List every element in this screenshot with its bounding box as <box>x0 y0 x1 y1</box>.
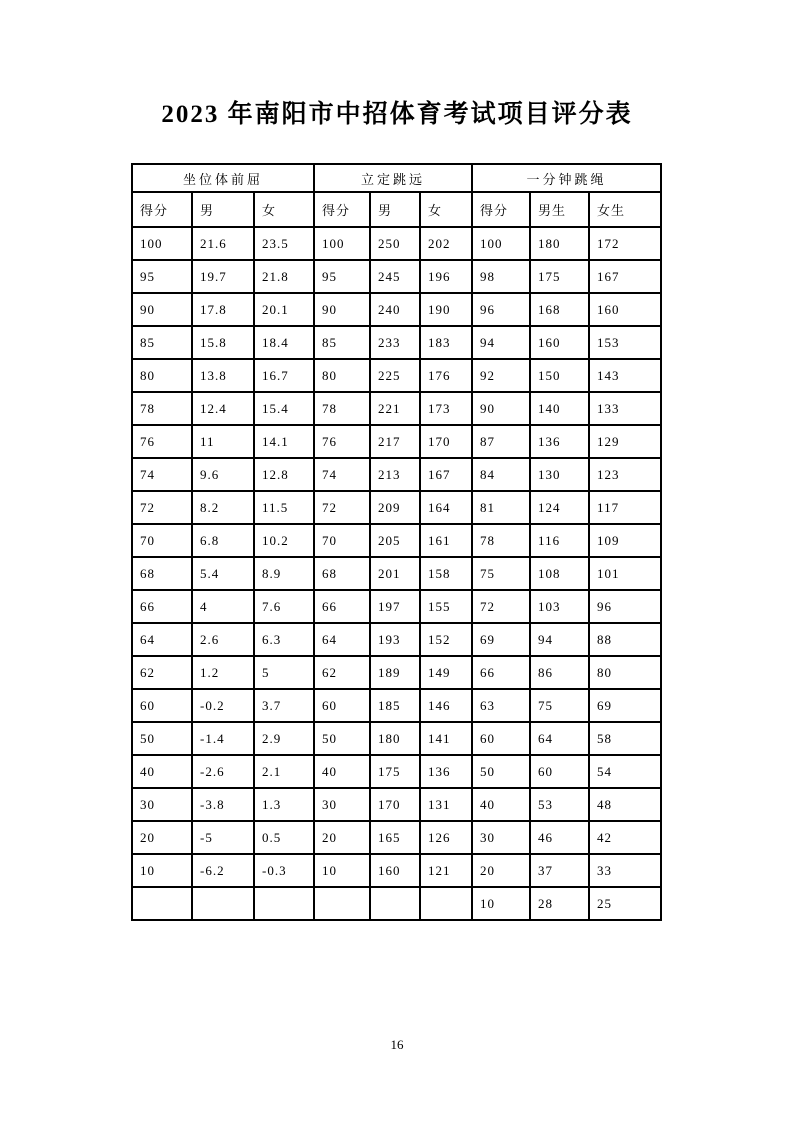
table-cell: 95 <box>314 260 370 293</box>
table-cell: 20 <box>314 821 370 854</box>
column-header: 男 <box>370 192 420 227</box>
table-row <box>132 887 661 920</box>
table-cell: 78 <box>314 392 370 425</box>
table-cell: 80 <box>314 359 370 392</box>
table-cell: 100 <box>132 227 192 260</box>
table-body <box>132 227 661 920</box>
table-row <box>132 821 661 854</box>
table-cell: 20.1 <box>254 293 314 326</box>
table-cell: 213 <box>370 458 420 491</box>
table-cell: 6.8 <box>192 524 254 557</box>
section-header-sit-and-reach: 坐位体前屈 <box>132 164 314 192</box>
table-cell: 168 <box>530 293 589 326</box>
table-cell: 50 <box>314 722 370 755</box>
table-cell: 60 <box>472 722 530 755</box>
table-cell <box>420 887 472 920</box>
table-cell: 10 <box>132 854 192 887</box>
column-header: 得分 <box>314 192 370 227</box>
table-cell: 117 <box>589 491 661 524</box>
table-cell: 14.1 <box>254 425 314 458</box>
table-cell: 78 <box>132 392 192 425</box>
page-number: 16 <box>390 1037 404 1052</box>
section-header-row <box>132 164 661 192</box>
table-cell: 205 <box>370 524 420 557</box>
table-cell: 5.4 <box>192 557 254 590</box>
table-cell: 86 <box>530 656 589 689</box>
table-cell: 30 <box>314 788 370 821</box>
table-cell: 175 <box>370 755 420 788</box>
table-cell: 180 <box>530 227 589 260</box>
table-row <box>132 524 661 557</box>
table-cell: 76 <box>132 425 192 458</box>
table-cell: 196 <box>420 260 472 293</box>
table-cell: 85 <box>132 326 192 359</box>
column-header: 男生 <box>530 192 589 227</box>
table-cell: 10.2 <box>254 524 314 557</box>
table-cell: 42 <box>589 821 661 854</box>
table-row <box>132 260 661 293</box>
table-cell: 240 <box>370 293 420 326</box>
table-row <box>132 293 661 326</box>
table-cell: 23.5 <box>254 227 314 260</box>
column-header: 女生 <box>589 192 661 227</box>
table-cell: 109 <box>589 524 661 557</box>
table-cell: 101 <box>589 557 661 590</box>
table-cell: 81 <box>472 491 530 524</box>
table-cell: 30 <box>472 821 530 854</box>
table-cell: 103 <box>530 590 589 623</box>
column-header-row <box>132 192 661 227</box>
table-cell: 72 <box>472 590 530 623</box>
table-cell: 131 <box>420 788 472 821</box>
table-row <box>132 722 661 755</box>
table-cell: 94 <box>472 326 530 359</box>
table-cell: 1.2 <box>192 656 254 689</box>
table-cell: 96 <box>589 590 661 623</box>
table-cell: 7.6 <box>254 590 314 623</box>
table-cell: 13.8 <box>192 359 254 392</box>
table-cell: 63 <box>472 689 530 722</box>
table-cell: 68 <box>132 557 192 590</box>
table-row <box>132 656 661 689</box>
table-cell: 221 <box>370 392 420 425</box>
table-cell: 100 <box>472 227 530 260</box>
table-cell: 175 <box>530 260 589 293</box>
table-cell: 170 <box>370 788 420 821</box>
table-cell: 90 <box>314 293 370 326</box>
table-cell: 201 <box>370 557 420 590</box>
table-cell: 173 <box>420 392 472 425</box>
table-cell: 124 <box>530 491 589 524</box>
table-cell: -0.3 <box>254 854 314 887</box>
table-cell: 167 <box>420 458 472 491</box>
table-cell: 72 <box>314 491 370 524</box>
table-cell: 126 <box>420 821 472 854</box>
table-cell: 129 <box>589 425 661 458</box>
table-cell: 176 <box>420 359 472 392</box>
table-cell: 2.9 <box>254 722 314 755</box>
table-cell: 185 <box>370 689 420 722</box>
table-cell: 100 <box>314 227 370 260</box>
table-cell: 158 <box>420 557 472 590</box>
table-cell: 136 <box>530 425 589 458</box>
table-cell: 64 <box>530 722 589 755</box>
table-cell: 152 <box>420 623 472 656</box>
table-cell: 8.2 <box>192 491 254 524</box>
table-cell: 80 <box>589 656 661 689</box>
table-cell: 66 <box>314 590 370 623</box>
table-cell: 15.8 <box>192 326 254 359</box>
table-cell: 50 <box>132 722 192 755</box>
table-cell: 74 <box>132 458 192 491</box>
table-cell: 20 <box>472 854 530 887</box>
table-cell: 21.6 <box>192 227 254 260</box>
table-cell: -5 <box>192 821 254 854</box>
table-cell: 50 <box>472 755 530 788</box>
table-cell: 54 <box>589 755 661 788</box>
table-cell: 133 <box>589 392 661 425</box>
table-cell: 18.4 <box>254 326 314 359</box>
table-cell: 30 <box>132 788 192 821</box>
table-cell: 25 <box>589 887 661 920</box>
table-cell: 167 <box>589 260 661 293</box>
table-cell: 85 <box>314 326 370 359</box>
table-cell: 155 <box>420 590 472 623</box>
table-cell: 28 <box>530 887 589 920</box>
table-cell: 146 <box>420 689 472 722</box>
table-cell: 143 <box>589 359 661 392</box>
table-cell: 202 <box>420 227 472 260</box>
table-cell: 130 <box>530 458 589 491</box>
table-cell: 170 <box>420 425 472 458</box>
column-header: 男 <box>192 192 254 227</box>
table-cell: 141 <box>420 722 472 755</box>
table-cell: 153 <box>589 326 661 359</box>
table-cell: 160 <box>589 293 661 326</box>
column-header: 女 <box>420 192 472 227</box>
table-cell: 90 <box>132 293 192 326</box>
table-cell: 40 <box>472 788 530 821</box>
table-cell: 48 <box>589 788 661 821</box>
table-cell: 68 <box>314 557 370 590</box>
table-cell: 4 <box>192 590 254 623</box>
table-cell: 140 <box>530 392 589 425</box>
table-cell: 40 <box>132 755 192 788</box>
table-cell: 66 <box>132 590 192 623</box>
table-cell: 8.9 <box>254 557 314 590</box>
table-cell: 92 <box>472 359 530 392</box>
table-cell: 40 <box>314 755 370 788</box>
table-cell: 19.7 <box>192 260 254 293</box>
table-cell: 165 <box>370 821 420 854</box>
table-cell: 190 <box>420 293 472 326</box>
table-cell: 87 <box>472 425 530 458</box>
table-cell: 161 <box>420 524 472 557</box>
table-cell: 88 <box>589 623 661 656</box>
table-cell: 37 <box>530 854 589 887</box>
table-cell: 121 <box>420 854 472 887</box>
column-header: 女 <box>254 192 314 227</box>
table-cell <box>314 887 370 920</box>
table-row <box>132 788 661 821</box>
table-cell: 10 <box>472 887 530 920</box>
table-cell: -6.2 <box>192 854 254 887</box>
table-cell: 21.8 <box>254 260 314 293</box>
table-cell: 164 <box>420 491 472 524</box>
table-cell: 3.7 <box>254 689 314 722</box>
table-row <box>132 326 661 359</box>
table-cell: 12.8 <box>254 458 314 491</box>
column-header: 得分 <box>132 192 192 227</box>
table-cell: 225 <box>370 359 420 392</box>
table-cell: -1.4 <box>192 722 254 755</box>
table-row <box>132 359 661 392</box>
table-cell: 217 <box>370 425 420 458</box>
table-cell: 108 <box>530 557 589 590</box>
table-cell <box>254 887 314 920</box>
table-row <box>132 623 661 656</box>
table-row <box>132 227 661 260</box>
table-cell: 209 <box>370 491 420 524</box>
table-cell: 75 <box>472 557 530 590</box>
section-header-standing-long-jump: 立定跳远 <box>314 164 472 192</box>
table-cell: 193 <box>370 623 420 656</box>
table-cell: 84 <box>472 458 530 491</box>
table-cell: 69 <box>472 623 530 656</box>
table-cell: 74 <box>314 458 370 491</box>
table-cell: 90 <box>472 392 530 425</box>
table-row <box>132 755 661 788</box>
table-cell: 20 <box>132 821 192 854</box>
table-cell: 5 <box>254 656 314 689</box>
table-cell: 11.5 <box>254 491 314 524</box>
table-cell: 11 <box>192 425 254 458</box>
table-cell: 180 <box>370 722 420 755</box>
table-row <box>132 689 661 722</box>
table-cell: 75 <box>530 689 589 722</box>
table-cell: 116 <box>530 524 589 557</box>
table-cell: 250 <box>370 227 420 260</box>
table-cell: 70 <box>314 524 370 557</box>
table-cell: 95 <box>132 260 192 293</box>
table-cell <box>370 887 420 920</box>
table-row <box>132 491 661 524</box>
table-cell: 6.3 <box>254 623 314 656</box>
table-row <box>132 557 661 590</box>
table-cell: -3.8 <box>192 788 254 821</box>
table-cell: 64 <box>132 623 192 656</box>
table-cell: 33 <box>589 854 661 887</box>
table-row <box>132 590 661 623</box>
table-cell: -0.2 <box>192 689 254 722</box>
table-cell <box>192 887 254 920</box>
table-cell: 60 <box>314 689 370 722</box>
table-cell: 197 <box>370 590 420 623</box>
table-row <box>132 854 661 887</box>
table-cell: 2.6 <box>192 623 254 656</box>
table-cell: 58 <box>589 722 661 755</box>
table-cell: 53 <box>530 788 589 821</box>
table-cell: 160 <box>530 326 589 359</box>
table-cell: 62 <box>132 656 192 689</box>
table-cell: 64 <box>314 623 370 656</box>
table-cell: 149 <box>420 656 472 689</box>
table-cell: 17.8 <box>192 293 254 326</box>
table-cell: 12.4 <box>192 392 254 425</box>
table-cell: 10 <box>314 854 370 887</box>
table-cell: 0.5 <box>254 821 314 854</box>
table-cell: 46 <box>530 821 589 854</box>
table-cell: 1.3 <box>254 788 314 821</box>
table-cell: 80 <box>132 359 192 392</box>
section-header-rope-skipping: 一分钟跳绳 <box>472 164 661 192</box>
table-cell: 123 <box>589 458 661 491</box>
table-cell: -2.6 <box>192 755 254 788</box>
table-cell: 172 <box>589 227 661 260</box>
table-cell: 189 <box>370 656 420 689</box>
document-title: 2023 年南阳市中招体育考试项目评分表 <box>161 101 633 128</box>
table-cell: 15.4 <box>254 392 314 425</box>
table-row <box>132 425 661 458</box>
scoring-table <box>131 163 662 921</box>
table-cell: 183 <box>420 326 472 359</box>
table-row <box>132 458 661 491</box>
table-cell: 72 <box>132 491 192 524</box>
table-cell: 62 <box>314 656 370 689</box>
table-cell: 150 <box>530 359 589 392</box>
table-cell: 96 <box>472 293 530 326</box>
table-cell: 66 <box>472 656 530 689</box>
table-cell: 94 <box>530 623 589 656</box>
table-cell: 245 <box>370 260 420 293</box>
table-cell: 98 <box>472 260 530 293</box>
table-cell: 69 <box>589 689 661 722</box>
table-cell: 233 <box>370 326 420 359</box>
table-cell: 160 <box>370 854 420 887</box>
table-cell: 78 <box>472 524 530 557</box>
column-header: 得分 <box>472 192 530 227</box>
table-cell: 9.6 <box>192 458 254 491</box>
table-cell: 2.1 <box>254 755 314 788</box>
table-cell: 76 <box>314 425 370 458</box>
table-cell <box>132 887 192 920</box>
table-cell: 70 <box>132 524 192 557</box>
table-cell: 60 <box>530 755 589 788</box>
table-cell: 136 <box>420 755 472 788</box>
table-row <box>132 392 661 425</box>
table-cell: 60 <box>132 689 192 722</box>
table-cell: 16.7 <box>254 359 314 392</box>
